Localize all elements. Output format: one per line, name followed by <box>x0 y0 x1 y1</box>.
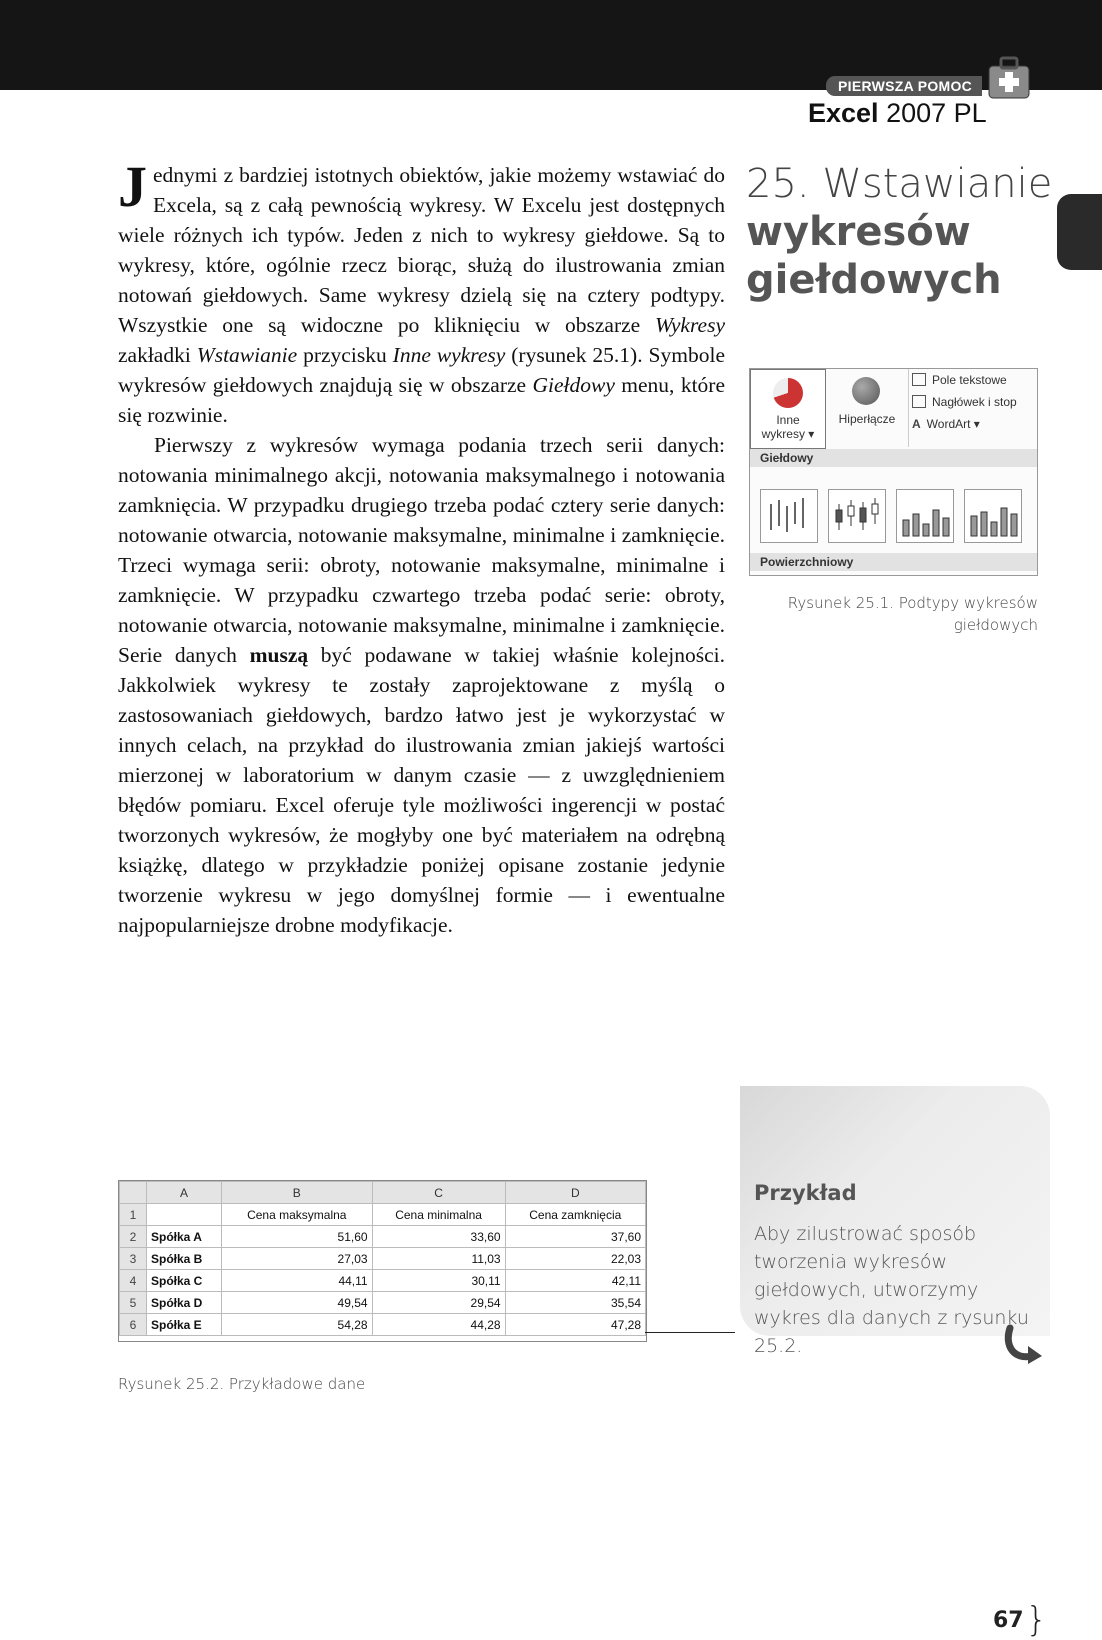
chapter-thumb-tab <box>1057 194 1102 270</box>
col-header-a[interactable]: A <box>147 1182 222 1204</box>
inne-wykresy-label-1: Inne <box>776 413 800 427</box>
cell[interactable]: 49,54 <box>222 1292 373 1314</box>
wordart-item[interactable] <box>912 417 1036 435</box>
column-header-row <box>120 1182 646 1204</box>
page-number-bracket: } <box>1025 1600 1048 1640</box>
row-number[interactable]: 1 <box>120 1204 147 1226</box>
brand-bold: Excel <box>808 98 879 128</box>
cell[interactable]: 22,03 <box>505 1248 645 1270</box>
cell[interactable]: Spółka A <box>147 1226 222 1248</box>
cell[interactable]: 30,11 <box>372 1270 505 1292</box>
header-icon <box>912 395 926 408</box>
cell[interactable]: 44,11 <box>222 1270 373 1292</box>
example-text: Aby zilustrować sposób tworzenia wykresów giełdowych, utworzymy wykres dla danych z rysunku 25.2. <box>754 1223 1029 1357</box>
row-number[interactable]: 3 <box>120 1248 147 1270</box>
table-row <box>120 1226 646 1248</box>
table-row <box>120 1270 646 1292</box>
body-text <box>118 154 726 940</box>
table-row <box>120 1314 646 1336</box>
textbox-icon <box>912 373 926 386</box>
cell[interactable]: 11,03 <box>372 1248 505 1270</box>
chapter-title-line3: giełdowych <box>746 257 1002 303</box>
cell[interactable]: 44,28 <box>372 1314 505 1336</box>
row-number[interactable]: 4 <box>120 1270 147 1292</box>
p1-italic-gieldowy: Giełdowy <box>532 373 615 397</box>
row-number[interactable]: 2 <box>120 1226 147 1248</box>
p2-text: Pierwszy z wykresów wymaga podania trzech serii danych: notowania minimalnego akcji, notowania maksymalnego i notowania zamknięcia. W przypadku drugiego trzeba podać cztery serie danych: notowanie otwarcia, notowanie maksymalne, minimalne i zamknięcie. Trzeci wymaga serii: obroty, notowanie maksymalne, minimalne i zamknięcie. W przypadku czwartego trzeba podać serie: obroty, notowanie otwarcia, notowanie maksymalne, minimalne i zamknięcie. Serie danych <box>118 433 725 667</box>
globe-icon <box>852 377 880 405</box>
p1-text: ednymi z bardziej istotnych obiektów, jakie możemy wstawiać do Excela, są z całą pewnością wykresy. W Excelu jest dostępnych wiele różnych ich typów. Jeden z nich to wykresy giełdowe. Są to wykresy, które, ogólnie rzecz biorąc, służą do ilustrowania zmian notowań giełdowych. Same wykresy dzielą się na cztery podtypy. Wszystkie one są widoczne po kliknięciu w obszarze <box>118 163 725 337</box>
pie-chart-icon <box>773 378 803 408</box>
cell[interactable]: 35,54 <box>505 1292 645 1314</box>
chapter-title <box>746 160 1052 304</box>
ribbon-screenshot <box>749 368 1038 576</box>
p1-text-2: zakładki <box>118 343 197 367</box>
cell[interactable]: 37,60 <box>505 1226 645 1248</box>
hiperlacze-button[interactable] <box>830 369 904 447</box>
curved-arrow-icon <box>1000 1322 1044 1366</box>
cell[interactable]: Cena zamknięcia <box>505 1204 645 1226</box>
cell[interactable] <box>147 1204 222 1226</box>
stock-chart-icon-2 <box>829 490 885 542</box>
p1-text-3: przycisku <box>297 343 393 367</box>
p2-text-2: być podawane w takiej właśnie kolejności. Jakkolwiek wykresy te zostały zaprojektowane z myślą o zastosowaniach giełdowych, bardzo łatwo jest je wykorzystać w innych celach, na przykład do ilustrowania zmian jakiejś wartości mierzonej w laboratorium w danym czasie — z uwzględnieniem błędów pomiaru. Excel oferuje tyle możliwości ingerencji w postać tworzonych wykresów, że mogłyby one być materiałem na odrębną książkę, dlatego w przykładzie poniżej opisane zostanie jedynie tworzenie wykresu w jego domyślnej formie — i ewentualne najpopularniejsze drobne modyfikacje. <box>118 643 726 937</box>
inne-wykresy-label-2: wykresy ▾ <box>761 427 815 441</box>
drop-cap: J <box>118 154 147 219</box>
spreadsheet <box>118 1180 647 1342</box>
hiperlacze-label: Hiperłącze <box>838 412 896 426</box>
stock-chart-type-2[interactable] <box>828 489 886 543</box>
cell[interactable]: Spółka B <box>147 1248 222 1270</box>
page-number <box>993 1600 1047 1640</box>
inne-wykresy-button[interactable] <box>750 369 826 449</box>
p2-bold-musza: muszą <box>249 643 309 667</box>
naglowek-item[interactable] <box>912 395 1036 413</box>
col-header-b[interactable]: B <box>222 1182 373 1204</box>
pole-tekstowe-label: Pole tekstowe <box>932 373 1007 387</box>
wordart-icon: A <box>912 417 921 431</box>
chapter-title-line1: 25. Wstawianie <box>746 161 1053 207</box>
col-header-c[interactable]: C <box>372 1182 505 1204</box>
stock-chart-icon-1 <box>761 490 817 542</box>
cell[interactable]: Spółka E <box>147 1314 222 1336</box>
table-row <box>120 1204 646 1226</box>
figure-1-caption-line1: Rysunek 25.1. Podtypy wykresów <box>787 594 1038 612</box>
brand-title <box>808 98 987 129</box>
cell[interactable]: 54,28 <box>222 1314 373 1336</box>
row-number[interactable]: 6 <box>120 1314 147 1336</box>
table-row <box>120 1292 646 1314</box>
section-gieldowy: Giełdowy <box>750 449 1037 467</box>
p1-italic-wykresy: Wykresy <box>654 313 725 337</box>
spreadsheet-table <box>119 1181 646 1336</box>
figure-1-caption-line2: giełdowych <box>953 616 1038 634</box>
col-header-d[interactable]: D <box>505 1182 645 1204</box>
stock-chart-icon-3 <box>897 490 953 542</box>
first-aid-kit-icon <box>985 54 1033 102</box>
p1-text-5: menu, które się rozwinie. <box>118 373 725 427</box>
stock-chart-type-4[interactable] <box>964 489 1022 543</box>
paragraph-2 <box>118 430 725 940</box>
cell[interactable]: Spółka D <box>147 1292 222 1314</box>
cell[interactable]: 33,60 <box>372 1226 505 1248</box>
chapter-title-line2: wykresów <box>746 209 971 255</box>
table-row <box>120 1248 646 1270</box>
cell[interactable]: Spółka C <box>147 1270 222 1292</box>
naglowek-label: Nagłówek i stop <box>932 395 1017 409</box>
stock-chart-icon-4 <box>965 490 1021 542</box>
cell[interactable]: Cena minimalna <box>372 1204 505 1226</box>
p1-text-4: (rysunek 25.1). Symbole wykresów giełdowych znajdują się w obszarze <box>118 343 726 397</box>
cell[interactable]: 47,28 <box>505 1314 645 1336</box>
figure-2-caption: Rysunek 25.2. Przykładowe dane <box>118 1375 366 1393</box>
stock-chart-type-3[interactable] <box>896 489 954 543</box>
series-badge: PIERWSZA POMOC <box>826 76 982 96</box>
cell[interactable]: 29,54 <box>372 1292 505 1314</box>
select-all-corner[interactable] <box>120 1182 147 1204</box>
cell[interactable]: 27,03 <box>222 1248 373 1270</box>
callout-arrow-line <box>645 1332 735 1333</box>
page-number-value: 67 <box>993 1608 1024 1633</box>
example-box <box>740 1086 1050 1357</box>
row-number[interactable]: 5 <box>120 1292 147 1314</box>
brand-rest: 2007 PL <box>878 98 987 128</box>
section-powierzchniowy: Powierzchniowy <box>750 553 1037 571</box>
pole-tekstowe-item[interactable] <box>912 373 1036 391</box>
figure-1-caption <box>770 592 1038 636</box>
stock-chart-type-1[interactable] <box>760 489 818 543</box>
ribbon-divider <box>908 369 909 447</box>
cell[interactable]: 42,11 <box>505 1270 645 1292</box>
p1-italic-inne-wykresy: Inne wykresy <box>392 343 506 367</box>
cell[interactable]: 51,60 <box>222 1226 373 1248</box>
paragraph-1 <box>118 154 726 430</box>
cell[interactable]: Cena maksymalna <box>222 1204 373 1226</box>
example-heading: Przykład <box>754 1181 857 1205</box>
p1-italic-wstawianie: Wstawianie <box>196 343 298 367</box>
wordart-label: WordArt ▾ <box>926 417 980 431</box>
